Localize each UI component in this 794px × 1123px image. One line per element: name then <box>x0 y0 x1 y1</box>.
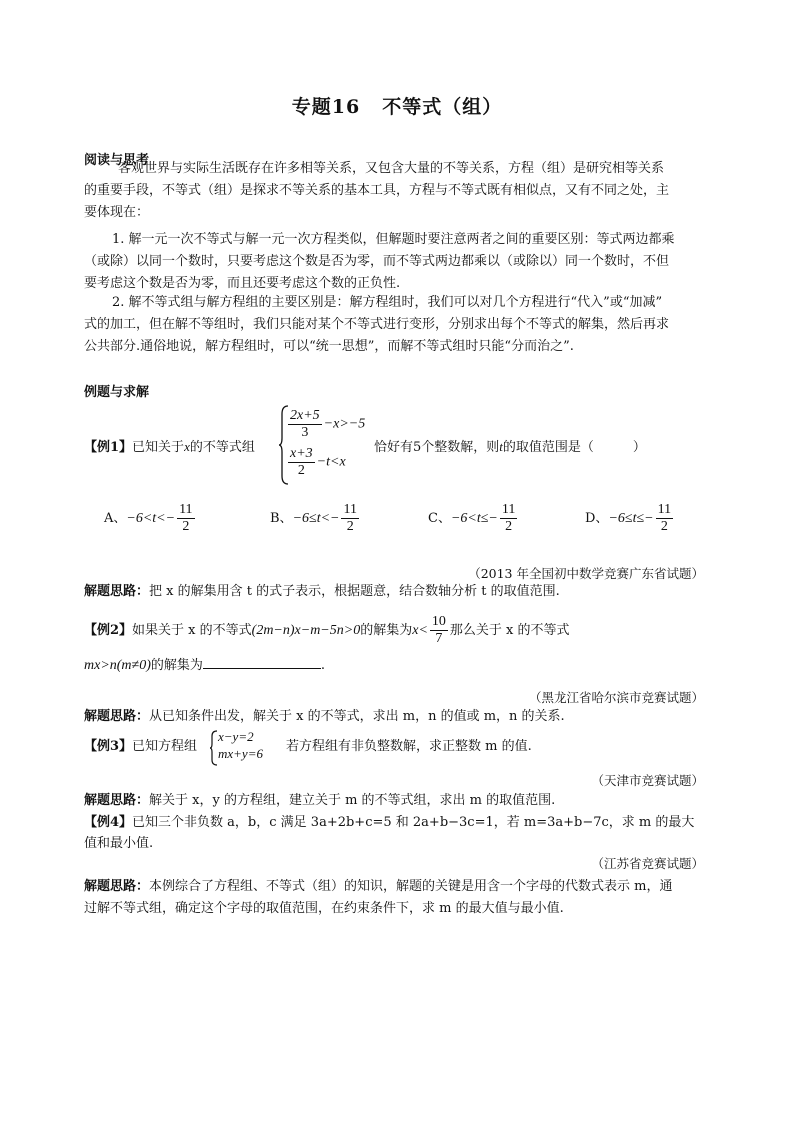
point1-line-1: 1. 解一元一次不等式与解一元一次方程类似，但解题时要注意两者之间的重要区别：等式两边都乘 <box>112 232 675 247</box>
intro-line-3: 要体现在： <box>84 205 150 220</box>
example2-hint: 解题思路：从已知条件出发，解关于 x 的不等式，求出 m，n 的值或 m，n 的关系. <box>84 709 565 724</box>
example2-line-1: 【例2】如果关于 x 的不等式(2m−n)x−m−5n>0的解集为x< $\frac{10}{7}$ 那么关于 x 的不等式 <box>84 614 570 646</box>
point1-line-3: 要考虑这个数是否为零，而且还要考虑这个数的正负性. <box>84 276 401 291</box>
example1-hint: 解题思路：把 x 的解集用含 t 的式子表示，根据题意，结合数轴分析 t 的取值范围. <box>84 584 560 599</box>
option-c[interactable]: C、−6<t≤− $\frac{11}{2}$ <box>428 502 516 534</box>
page-title <box>0 92 794 119</box>
reading-heading: 阅读与思考 <box>84 153 150 168</box>
option-b[interactable]: B、−6≤t<− $\frac{11}{2}$ <box>270 502 357 534</box>
example1-label: 【例1】 <box>84 440 133 455</box>
example3-stem: 【例3】已知方程组 <box>84 739 198 754</box>
example4-source: （江苏省竞赛试题） <box>591 856 704 871</box>
point1-line-2: （或除）以同一个数时，只要考虑这个数是否为零，而不等式两边都乘以（或除以）同一个数时，不但 <box>84 254 670 269</box>
topic-name: 不等式（组） <box>382 96 503 118</box>
example1-stem: 【例1】已知关于x的不等式组 <box>84 439 255 455</box>
example1-source: （2013 年全国初中数学竞赛广东省试题） <box>468 566 704 581</box>
topic-number: 专题16 <box>291 96 361 118</box>
inequality-2: $\frac{x+3}{2}$ −t<x <box>290 446 346 478</box>
example4-line-1: 【例4】已知三个非负数 a，b，c 满足 3a+2b+c=5 和 2a+b−3c=1，若 m=3a+b−7c，求 m 的最大 <box>84 815 695 830</box>
example1-question: 恰好有5个整数解，则t的取值范围是（ ） <box>374 439 646 455</box>
intro-line-1: 客观世界与实际生活既存在许多相等关系，又包含大量的不等关系，方程（组）是研究相等关系 <box>118 161 665 176</box>
example3-hint: 解题思路：解关于 x，y 的方程组，建立关于 m 的不等式组，求出 m 的取值范围. <box>84 793 556 808</box>
equation-2: mx+y=6 <box>218 746 263 761</box>
point2-line-3: 公共部分.通俗地说，解方程组时，可以“统一思想”，而解不等式组时只能“分而治之”. <box>84 339 574 354</box>
intro-line-2: 的重要手段，不等式（组）是探求不等关系的基本工具，方程与不等式既有相似点，又有不同之处，主 <box>84 183 670 198</box>
point2-line-2: 式的加工，但在解不等组时，我们只能对某个不等式进行变形，分别求出每个不等式的解集，然后再求 <box>84 317 670 332</box>
equation-brace-icon <box>209 730 218 766</box>
inequality-1: $\frac{2x+5}{3}$ −x>−5 <box>290 408 366 440</box>
example4-hint-line-2: 过解不等式组，确定这个字母的取值范围，在约束条件下，求 m 的最大值与最小值. <box>84 901 564 916</box>
example4-line-2: 值和最小值. <box>84 836 154 851</box>
examples-heading: 例题与求解 <box>84 385 150 400</box>
answer-blank[interactable] <box>203 654 321 669</box>
example2-line-2: mx>n(m≠0)的解集为 . <box>84 654 325 677</box>
option-d[interactable]: D、−6≤t≤− $\frac{11}{2}$ <box>585 502 672 534</box>
example3-source: （天津市竞赛试题） <box>591 773 704 788</box>
equation-1: x−y=2 <box>218 729 254 744</box>
option-a[interactable]: A、−6<t<− $\frac{11}{2}$ <box>104 502 193 534</box>
example2-source: （黑龙江省哈尔滨市竞赛试题） <box>528 690 704 705</box>
point2-line-1: 2. 解不等式组与解方程组的主要区别是：解方程组时，我们可以对几个方程进行“代入”或“加减” <box>112 295 663 310</box>
example3-question: 若方程组有非负整数解，求正整数 m 的值. <box>286 739 532 754</box>
example4-hint-line-1: 解题思路：本例综合了方程组、不等式（组）的知识，解题的关键是用含一个字母的代数式表示 m，通 <box>84 879 673 894</box>
